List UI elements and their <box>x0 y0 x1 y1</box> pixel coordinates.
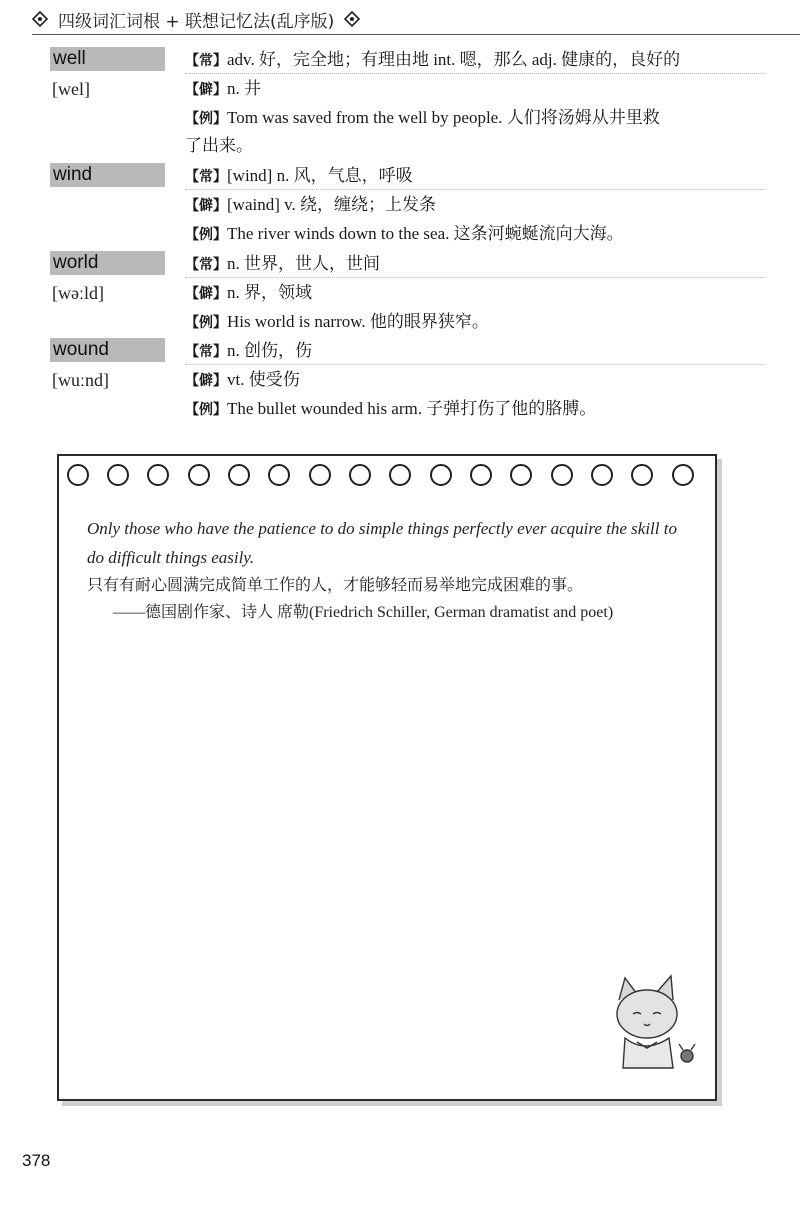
headword: wound <box>50 338 165 362</box>
definition-text: [wind] n. 风，气息，呼吸 <box>227 166 413 185</box>
binding-ring <box>470 464 492 486</box>
page-number: 378 <box>22 1151 51 1170</box>
sense-tag: 【例】 <box>185 111 227 127</box>
cartoon-cat-illustration <box>589 970 709 1074</box>
diamond-icon <box>32 11 48 27</box>
example-line <box>185 106 660 131</box>
binding-ring <box>309 464 331 486</box>
header-title: 四级词汇词根 + 联想记忆法(乱序版) <box>58 11 335 32</box>
binding-ring <box>228 464 250 486</box>
definition-line <box>185 252 380 277</box>
diamond-icon <box>344 11 360 27</box>
sense-tag: 【例】 <box>185 227 227 243</box>
definition-text: [waind] v. 绕，缠绕；上发条 <box>227 195 437 214</box>
definition-text: adv. 好，完全地；有理由地 int. 嗯，那么 adj. 健康的，良好的 <box>227 50 681 69</box>
binding-ring <box>631 464 653 486</box>
example-text: The bullet wounded his arm. 子弹打伤了他的胳膊。 <box>227 399 597 418</box>
quote-notepad <box>57 454 717 1101</box>
binding-ring <box>510 464 532 486</box>
definition-text: n. 世界，世人，世间 <box>227 254 380 273</box>
quote-chinese: 只有有耐心圆满完成简单工作的人，才能够轻而易举地完成困难的事。 <box>87 575 584 594</box>
binding-ring <box>349 464 371 486</box>
definition-line <box>185 339 312 364</box>
example-text: The river winds down to the sea. 这条河蜿蜒流向大海。 <box>227 224 624 243</box>
binding-ring <box>107 464 129 486</box>
definition-text: n. 界，领域 <box>227 283 312 302</box>
example-line <box>185 397 596 422</box>
definition-text: n. 创伤，伤 <box>227 341 312 360</box>
sense-tag: 【常】 <box>185 344 227 360</box>
quote-attribution: ——德国剧作家、诗人 席勒(Friedrich Schiller, German dramatist and poet) <box>113 604 614 621</box>
binding-ring <box>551 464 573 486</box>
binding-ring <box>188 464 210 486</box>
binding-ring <box>67 464 89 486</box>
sense-tag: 【常】 <box>185 53 227 69</box>
sense-tag: 【常】 <box>185 169 227 185</box>
headword: well <box>50 47 165 71</box>
binding-ring <box>430 464 452 486</box>
definition-line <box>185 368 300 393</box>
phonetic: [wəːld] <box>52 283 104 303</box>
example-line <box>185 310 489 335</box>
definition-line <box>185 48 680 73</box>
binding-ring <box>591 464 613 486</box>
example-continuation <box>185 134 253 158</box>
definition-line <box>185 193 436 218</box>
phonetic: [wuːnd] <box>52 370 109 390</box>
sense-tag: 【例】 <box>185 315 227 331</box>
sense-tag: 【僻】 <box>185 198 227 214</box>
spiral-binding <box>67 460 707 494</box>
sense-tag: 【僻】 <box>185 286 227 302</box>
definition-text: vt. 使受伤 <box>227 370 300 389</box>
example-line <box>185 222 624 247</box>
sense-tag: 【僻】 <box>185 82 227 98</box>
example-text: His world is narrow. 他的眼界狭窄。 <box>227 312 489 331</box>
sense-tag: 【常】 <box>185 257 227 273</box>
quote-english: Only those who have the patience to do simple things perfectly ever acquire the skill to do difficult things easily. <box>87 519 677 567</box>
example-text: Tom was saved from the well by people. 人们将汤姆从井里救 <box>227 108 660 127</box>
binding-ring <box>268 464 290 486</box>
sense-tag: 【例】 <box>185 402 227 418</box>
definition-text: n. 井 <box>227 79 261 98</box>
definition-line <box>185 164 413 189</box>
binding-ring <box>672 464 694 486</box>
definition-line <box>185 281 312 306</box>
headword: wind <box>50 163 165 187</box>
binding-ring <box>147 464 169 486</box>
headword: world <box>50 251 165 275</box>
example-text: 了出来。 <box>185 136 253 155</box>
definition-line <box>185 77 261 102</box>
phonetic: [wel] <box>52 79 90 99</box>
running-header <box>32 4 800 35</box>
sense-tag: 【僻】 <box>185 373 227 389</box>
binding-ring <box>389 464 411 486</box>
